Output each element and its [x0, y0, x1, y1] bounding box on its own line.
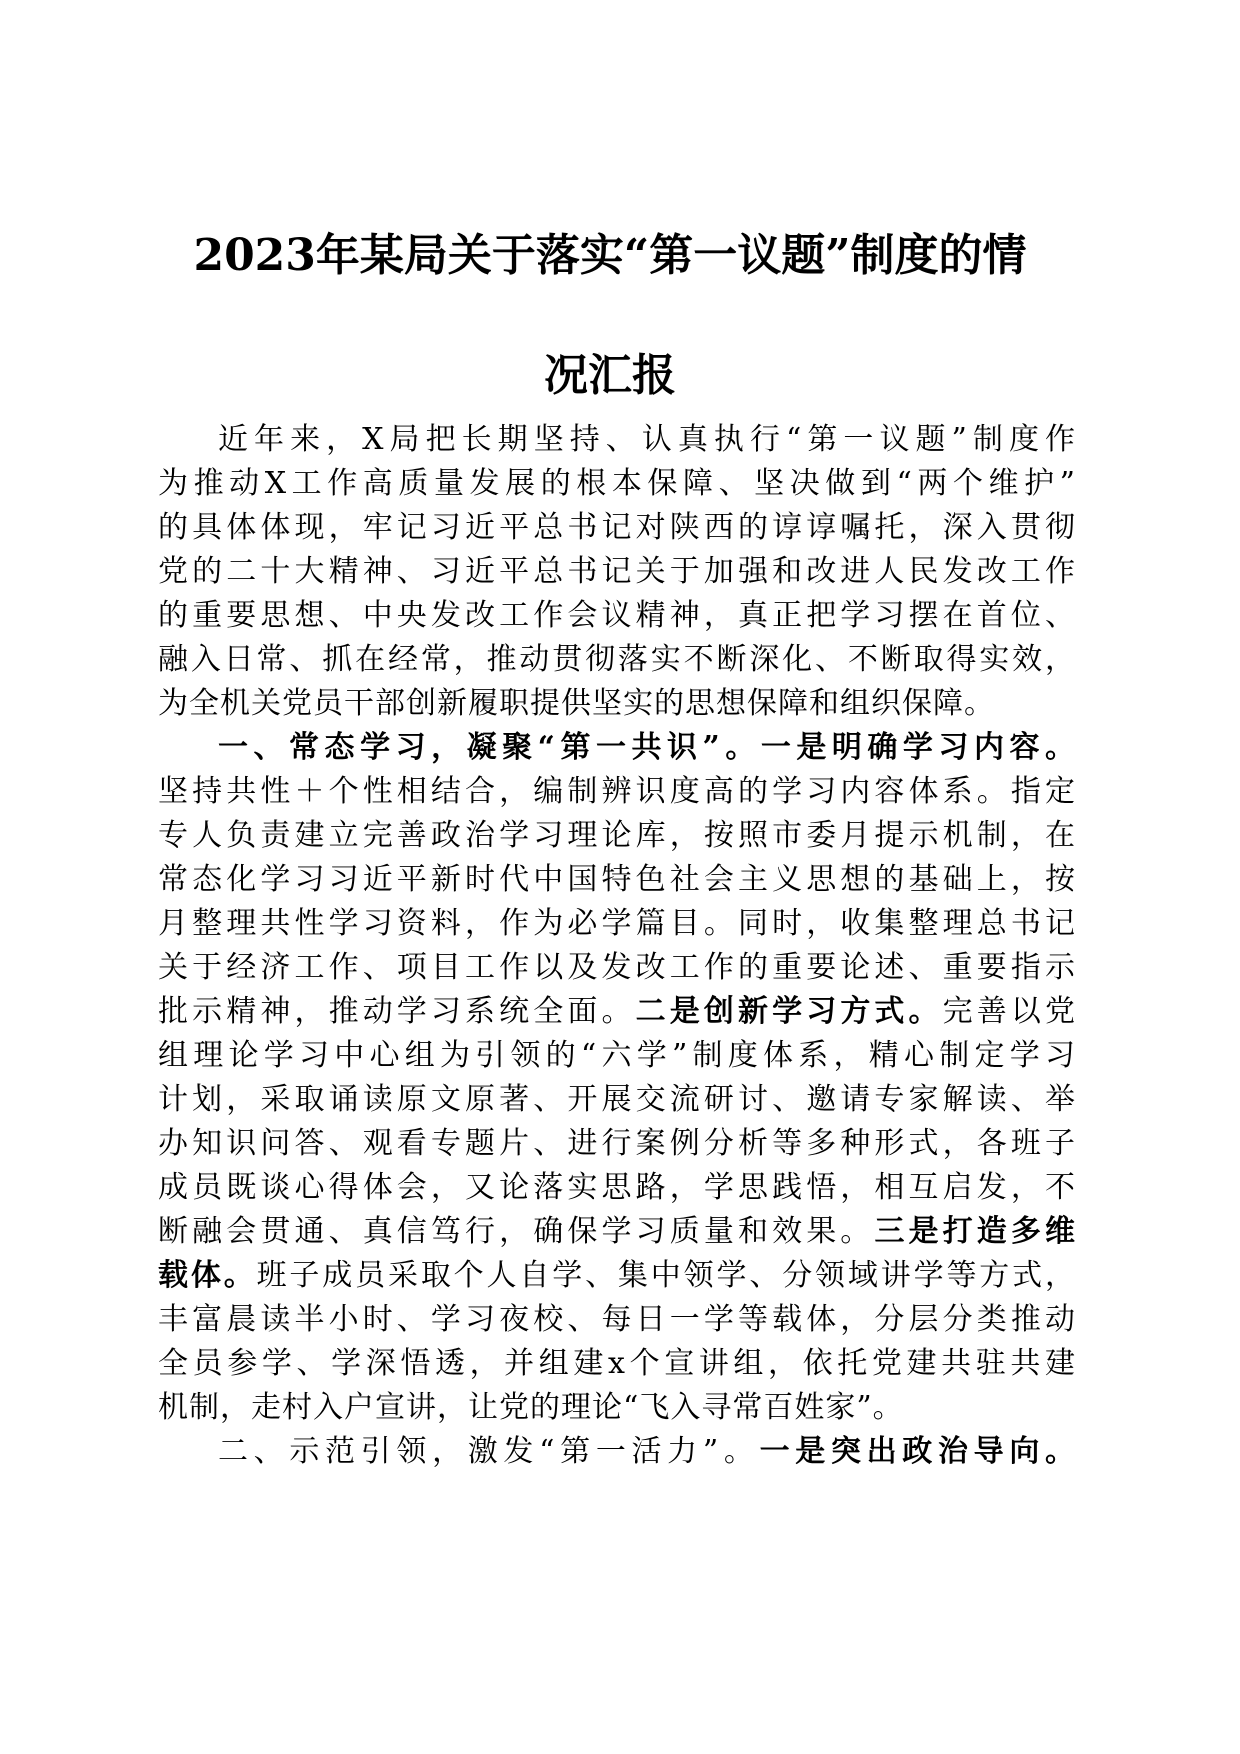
body-text: 断融会贯通、真信笃行，确保学习质量和效果。 [158, 1214, 875, 1249]
body-line-mixed [158, 1254, 1076, 1298]
section-heading-1: 一、常态学习，凝聚“第一共识”。一是明确学习内容。 [218, 730, 1076, 765]
body-line: 为推动X工作高质量发展的根本保障、坚决做到“两个维护” [158, 466, 1076, 501]
body-line: 组理论学习中心组为引领的“六学”制度体系，精心制定学习 [158, 1038, 1076, 1073]
body-text: 批示精神，推动学习系统全面。 [158, 994, 636, 1029]
body-line-mixed [158, 990, 1076, 1034]
section-heading-2 [218, 1430, 1076, 1474]
subheading-text: 二是创新学习方式。 [635, 994, 943, 1029]
body-line: 关于经济工作、项目工作以及发改工作的重要论述、重要指示 [158, 950, 1076, 985]
body-line: 计划，采取诵读原文原著、开展交流研讨、邀请专家解读、举 [158, 1082, 1076, 1117]
body-line: 的具体体现，牢记习近平总书记对陕西的谆谆嘱托，深入贯彻 [158, 510, 1076, 545]
body-line: 融入日常、抓在经常，推动贯彻落实不断深化、不断取得实效， [158, 642, 1076, 677]
body-line: 坚持共性＋个性相结合，编制辨识度高的学习内容体系。指定 [158, 774, 1076, 809]
body-line-mixed [158, 1210, 1076, 1254]
section-heading-text: 二、示范引领，激发“第一活力”。 [218, 1434, 760, 1469]
body-line: 常态化学习习近平新时代中国特色社会主义思想的基础上，按 [158, 862, 1076, 897]
body-line: 为全机关党员干部创新履职提供坚实的思想保障和组织保障。 [158, 686, 995, 721]
subheading-text: 载体。 [158, 1258, 257, 1293]
body-line: 的重要思想、中央发改工作会议精神，真正把学习摆在首位、 [158, 598, 1076, 633]
body-line: 月整理共性学习资料，作为必学篇目。同时，收集整理总书记 [158, 906, 1076, 941]
subheading-text: 一是突出政治导向。 [759, 1434, 1076, 1469]
body-text: 班子成员采取个人自学、集中领学、分领域讲学等方式， [256, 1258, 1077, 1293]
body-line: 丰富晨读半小时、学习夜校、每日一学等载体，分层分类推动 [158, 1302, 1076, 1337]
body-line: 办知识问答、观看专题片、进行案例分析等多种形式，各班子 [158, 1126, 1076, 1161]
body-line: 全员参学、学深悟透，并组建x个宣讲组，依托党建共驻共建 [158, 1346, 1076, 1381]
body-text: 完善以党 [942, 994, 1077, 1029]
body-line: 机制，走村入户宣讲，让党的理论“飞入寻常百姓家”。 [158, 1390, 904, 1425]
body-line: 近年来，X局把长期坚持、认真执行“第一议题”制度作 [218, 422, 1076, 457]
body-line: 党的二十大精神、习近平总书记关于加强和改进人民发改工作 [158, 554, 1076, 589]
body-line: 成员既谈心得体会，又论落实思路，学思践悟，相互启发，不 [158, 1170, 1076, 1205]
document-title-line-1: 2023年某局关于落实“第一议题”制度的情 [193, 230, 1027, 281]
document-title-line-2: 况汇报 [544, 350, 676, 401]
subheading-text: 三是打造多维 [874, 1214, 1077, 1249]
body-line: 专人负责建立完善政治学习理论库，按照市委月提示机制，在 [158, 818, 1076, 853]
